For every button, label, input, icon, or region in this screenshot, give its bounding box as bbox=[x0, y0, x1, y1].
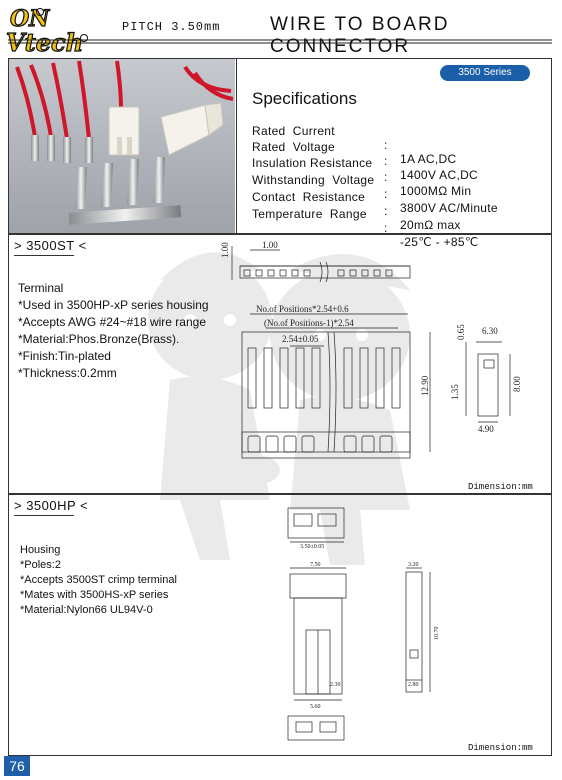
dim-label: 10.70 bbox=[434, 626, 440, 640]
terminal-section-heading bbox=[14, 238, 87, 253]
terminal-line: *Thickness:0.2mm bbox=[18, 366, 117, 380]
page-number: 76 bbox=[4, 756, 30, 776]
frame-divider bbox=[236, 58, 237, 234]
terminal-description bbox=[18, 280, 209, 382]
header-rule bbox=[8, 38, 552, 46]
spec-label: Rated Voltage bbox=[252, 140, 335, 154]
specifications-title: Specifications bbox=[252, 89, 357, 108]
spec-label: Temperature Range bbox=[252, 207, 367, 221]
spec-label: Insulation Resistance bbox=[252, 156, 373, 170]
spec-label: Withstanding Voltage bbox=[252, 173, 375, 187]
series-badge: 3500 Series bbox=[440, 65, 530, 81]
terminal-line: *Accepts AWG #24~#18 wire range bbox=[18, 315, 206, 329]
dim-label: 7.50 bbox=[310, 562, 321, 568]
housing-line: *Mates with 3500HS-xP series bbox=[20, 589, 169, 601]
dimension-note: Dimension:mm bbox=[468, 482, 533, 492]
spec-value: 1000MΩ Min bbox=[400, 184, 472, 198]
terminal-line: *Used in 3500HP-xP series housing bbox=[18, 298, 209, 312]
page-title: WIRE TO BOARD CONNECTOR bbox=[270, 14, 450, 57]
dim-label: 3.20 bbox=[408, 562, 419, 568]
dimension-note: Dimension:mm bbox=[468, 743, 533, 753]
dim-label: 2.80 bbox=[408, 682, 419, 688]
logo-line1: ON bbox=[10, 6, 50, 32]
dim-label: No.of Positions*2.54+0.6 bbox=[256, 304, 349, 314]
pitch-label: PITCH 3.50mm bbox=[122, 20, 221, 34]
product-photo bbox=[9, 59, 235, 233]
spec-separator: : bbox=[384, 187, 388, 201]
dim-label: 4.90 bbox=[478, 424, 494, 434]
dim-label: 1.00 bbox=[220, 242, 230, 258]
spec-separator: : bbox=[384, 138, 388, 152]
dim-label: 6.30 bbox=[482, 326, 498, 336]
company-logo bbox=[4, 4, 88, 56]
housing-description bbox=[20, 543, 177, 618]
spec-label: Rated Current bbox=[252, 124, 335, 138]
dim-label: 1.35 bbox=[450, 384, 460, 400]
terminal-heading-text: > 3500ST < bbox=[14, 238, 87, 253]
housing-section-heading bbox=[14, 498, 88, 513]
spec-value: 1A AC,DC bbox=[400, 152, 457, 166]
dim-label: 0.65 bbox=[456, 324, 466, 340]
dim-label: (No.of Positions-1)*2.54 bbox=[264, 318, 354, 328]
dim-label: 12.90 bbox=[420, 375, 430, 396]
spec-value: 3800V AC/Minute bbox=[400, 201, 498, 215]
housing-drawing bbox=[270, 500, 450, 754]
dim-label: 3.50±0.05 bbox=[300, 544, 325, 550]
terminal-drawing bbox=[220, 236, 550, 492]
dim-label: 2.54±0.05 bbox=[282, 334, 319, 344]
dim-label: 5.60 bbox=[310, 704, 321, 710]
spec-value: 20mΩ max bbox=[400, 218, 461, 232]
terminal-line: *Finish:Tin-plated bbox=[18, 349, 111, 363]
spec-value: 1400V AC,DC bbox=[400, 168, 479, 182]
spec-label: Contact Resistance bbox=[252, 190, 366, 204]
spec-separator: : bbox=[384, 170, 388, 184]
spec-separator: : bbox=[384, 221, 388, 235]
dim-label: 1.00 bbox=[262, 240, 278, 250]
housing-line: *Material:Nylon66 UL94V-0 bbox=[20, 604, 153, 616]
dim-label: 2.30 bbox=[330, 682, 341, 688]
spec-value: -25℃ - +85℃ bbox=[400, 235, 479, 249]
housing-heading-text: > 3500HP < bbox=[14, 498, 89, 513]
housing-line: *Accepts 3500ST crimp terminal bbox=[20, 574, 177, 586]
dim-label: 8.00 bbox=[512, 376, 522, 392]
spec-separator: : bbox=[384, 154, 388, 168]
housing-line: *Poles:2 bbox=[20, 559, 61, 571]
housing-title: Housing bbox=[20, 544, 61, 556]
spec-separator: : bbox=[384, 204, 388, 218]
terminal-line: *Material:Phos.Bronze(Brass). bbox=[18, 332, 180, 346]
logo-line2: Vtech bbox=[6, 28, 84, 56]
terminal-title: Terminal bbox=[18, 281, 64, 295]
